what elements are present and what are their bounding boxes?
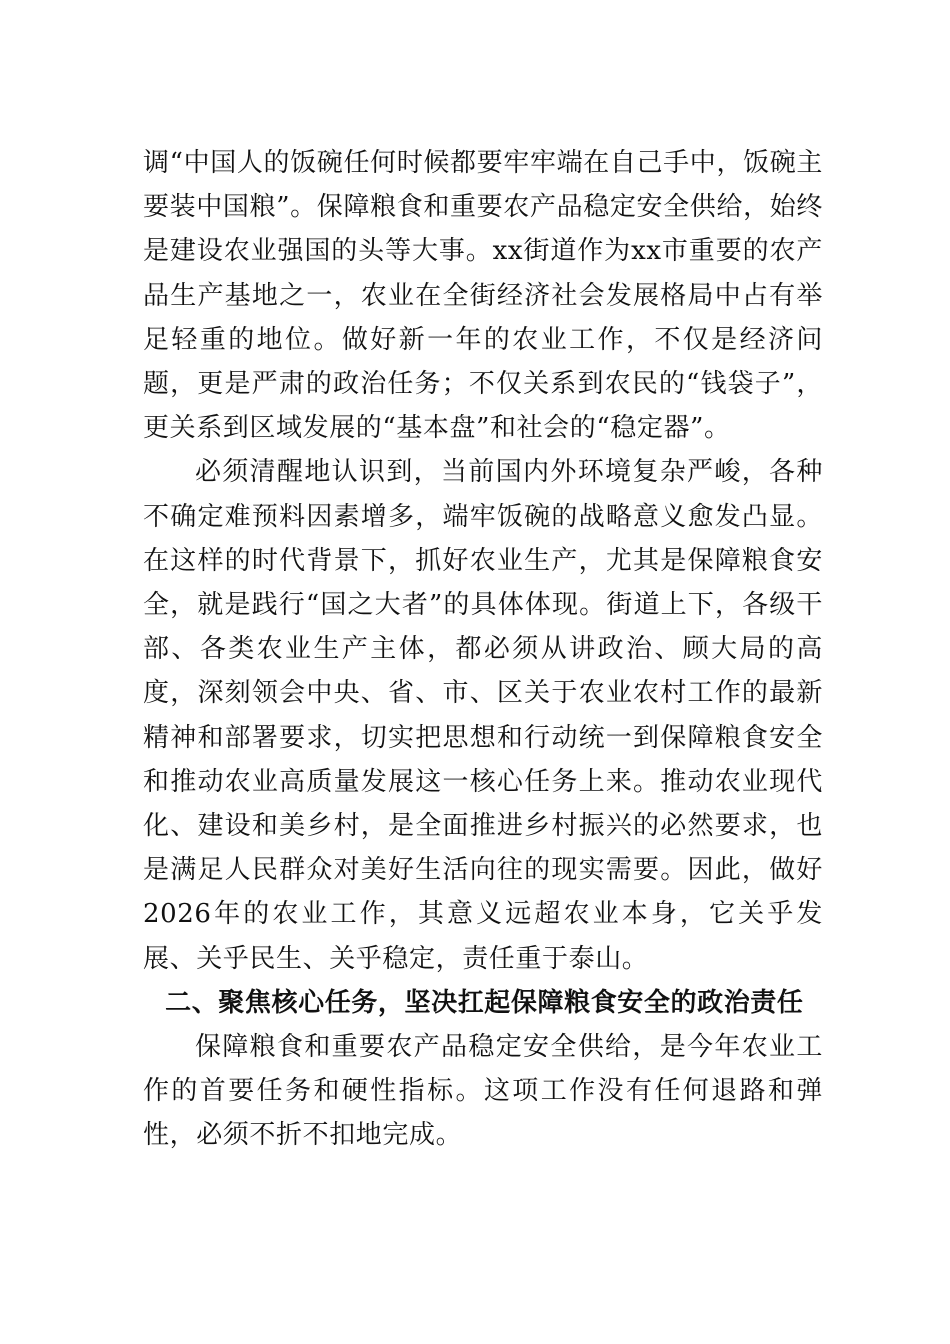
continued-paragraph: 调“中国人的饭碗任何时候都要牢牢端在自己手中，饭碗主要装中国粮”。保障粮食和重要农产品稳定安全供给，始终是建设农业强国的头等大事。xx街道作为xx市重要的农产品生产基地之一，农业在全街经济社会发展格局中占有举足轻重的地位。做好新一年的农业工作，不仅是经济问题，更是严肃的政治任务；不仅关系到农民的“钱袋子”，更关系到区域发展的“基本盘”和社会的“稳定器”。 (143, 148, 823, 444)
document-page (143, 141, 823, 1158)
section-heading: 二、聚焦核心任务，坚决扛起保障粮食安全的政治责任 (165, 987, 804, 1018)
body-paragraph: 必须清醒地认识到，当前国内外环境复杂严峻，各种不确定难预料因素增多，端牢饭碗的战略意义愈发凸显。在这样的时代背景下，抓好农业生产，尤其是保障粮食安全，就是践行“国之大者”的具体体现。街道上下，各级干部、各类农业生产主体，都必须从讲政治、顾大局的高度，深刻领会中央、省、市、区关于农业农村工作的最新精神和部署要求，切实把思想和行动统一到保障粮食安全和推动农业高质量发展这一核心任务上来。推动农业现代化、建设和美乡村，是全面推进乡村振兴的必然要求，也是满足人民群众对美好生活向往的现实需要。因此，做好2026年的农业工作，其意义远超农业本身，它关乎发展、关乎民生、关乎稳定，责任重于泰山。 (143, 457, 823, 974)
closing-paragraph: 保障粮食和重要农产品稳定安全供给，是今年农业工作的首要任务和硬性指标。这项工作没有任何退路和弹性，必须不折不扣地完成。 (143, 1032, 823, 1151)
